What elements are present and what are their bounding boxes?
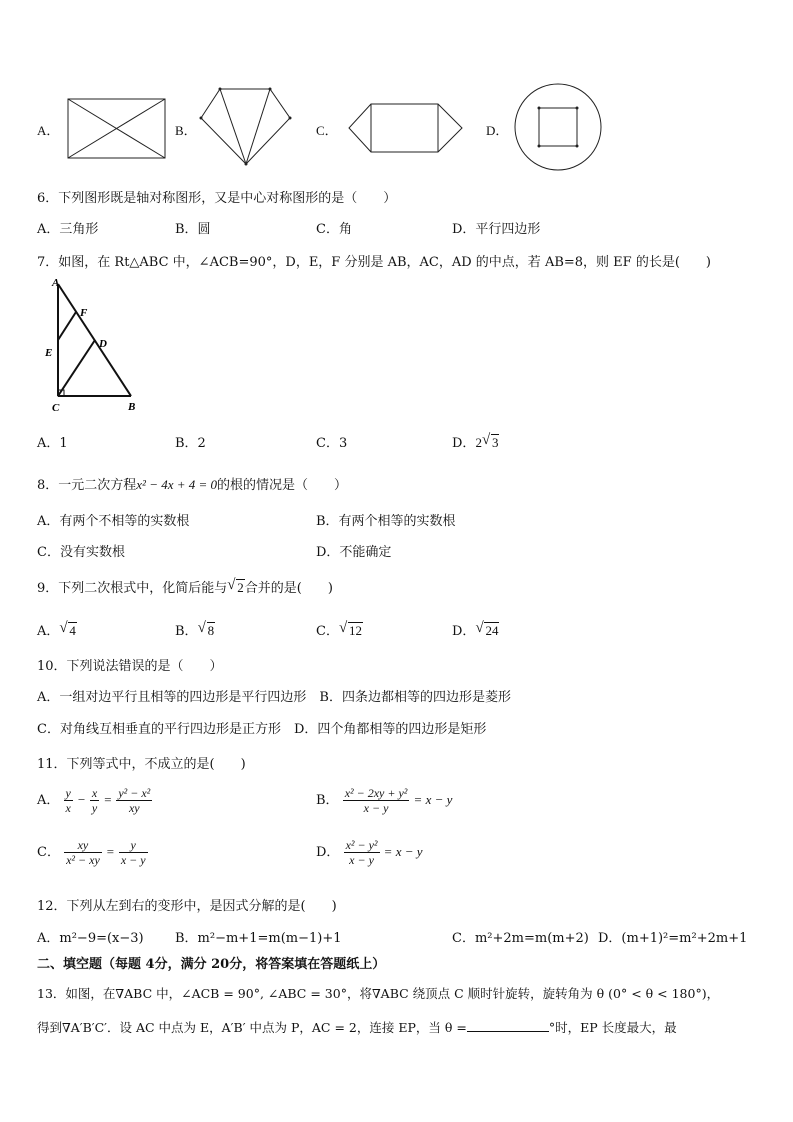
q8-option-b: B．有两个相等的实数根 bbox=[316, 514, 456, 529]
q7-triangle-figure bbox=[44, 276, 140, 416]
q6-stem: 6．下列图形既是轴对称图形，又是中心对称图形的是（ ） bbox=[37, 191, 397, 206]
q13-answer-blank bbox=[467, 1019, 549, 1032]
q6-option-d: D．平行四边形 bbox=[452, 222, 541, 237]
q8-option-a: A．有两个不相等的实数根 bbox=[37, 514, 190, 529]
q8-option-c: C．没有实数根 bbox=[37, 545, 125, 560]
q9-option-c: C． √ 12 bbox=[316, 620, 362, 639]
q9-option-d: D． √ 24 bbox=[452, 620, 499, 639]
q7-option-b: B．2 bbox=[175, 436, 206, 451]
figure-option-b-label: B． bbox=[175, 123, 197, 138]
q7-stem: 7．如图，在 Rt△ABC 中，∠ACB=90°，D，E，F 分别是 AB，AC，AD 的中点，若 AB=8，则 EF 的长是( ) bbox=[37, 255, 711, 270]
q7-label-d: D bbox=[99, 338, 107, 350]
figure-option-a-label: A． bbox=[37, 123, 60, 138]
q12-option-a: A．m²−9=(x−3) bbox=[37, 931, 144, 946]
q11-option-b: B． $\frac{\text{x² − 2xy + y²}}{x - y}$ = x − y bbox=[316, 786, 453, 815]
q7-label-b: B bbox=[128, 401, 136, 413]
q12-stem: 12．下列从左到右的变形中，是因式分解的是( ) bbox=[37, 899, 337, 914]
q12-option-d: D．(m+1)²=m²+2m+1 bbox=[598, 931, 748, 946]
q7-option-c: C．3 bbox=[316, 436, 348, 451]
figure-option-d-label: D． bbox=[486, 123, 509, 138]
figure-option-c-label: C． bbox=[316, 123, 338, 138]
figure-hexagon-shape bbox=[346, 100, 466, 156]
q8-equation: x² − 4x + 4 = 0 bbox=[136, 477, 218, 492]
q8-option-d: D．不能确定 bbox=[316, 545, 392, 560]
q7-option-a: A．1 bbox=[37, 436, 68, 451]
q6-option-c: C．角 bbox=[316, 222, 352, 237]
figure-fan-shape bbox=[198, 86, 294, 168]
q7-label-c: C bbox=[52, 402, 60, 414]
figure-rectangle-with-diagonals bbox=[66, 97, 168, 161]
q9-option-b: B． √ 8 bbox=[175, 620, 215, 639]
q7-label-a: A bbox=[52, 277, 60, 289]
q7-option-d: D．2 √ 3 bbox=[452, 432, 499, 451]
q12-option-b: B．m²−m+1=m(m−1)+1 bbox=[175, 931, 342, 946]
q6-option-b: B．圆 bbox=[175, 222, 211, 237]
q7-label-f: F bbox=[80, 307, 88, 319]
section-2-title: 二、填空题（每题 4分，满分 20分，将答案填在答题纸上） bbox=[37, 957, 386, 972]
q8-stem: 8．一元二次方程x² − 4x + 4 = 0的根的情况是（ ） bbox=[37, 477, 348, 493]
q6-option-a: A．三角形 bbox=[37, 222, 99, 237]
q12-option-c: C．m²+2m=m(m+2) bbox=[452, 931, 589, 946]
q11-option-a: A． $\frac{y}{x}$ − $\frac{x}{y}$ = $\frac{\text{y² − x²}}{xy}$ bbox=[37, 786, 151, 815]
q7-label-e: E bbox=[45, 347, 53, 359]
q10-stem: 10．下列说法错误的是（ ） bbox=[37, 659, 223, 674]
figure-circle-with-square bbox=[512, 82, 604, 172]
q13-line2: 得到∇A′B′C′．设 AC 中点为 E，A′B′ 中点为 P，AC = 2，连接 EP，当 θ = °时，EP 长度最大，最 bbox=[37, 1020, 677, 1035]
q9-option-a: A． √ 4 bbox=[37, 620, 76, 639]
q11-option-d: D． $\frac{\text{x² − y²}}{x - y}$ = x − y bbox=[316, 838, 423, 867]
q13-line1: 13．如图，在∇ABC 中，∠ACB = 90°, ∠ABC = 30°，将∇ABC 绕顶点 C 顺时针旋转，旋转角为 θ (0° < θ < 180°)， bbox=[37, 986, 720, 1001]
q10-options-line2: C．对角线互相垂直的平行四边形是正方形 D．四个角都相等的四边形是矩形 bbox=[37, 722, 487, 737]
q9-stem: 9．下列二次根式中，化简后能与 √ 2合并的是( ) bbox=[37, 577, 333, 596]
q10-options-line1: A．一组对边平行且相等的四边形是平行四边形 B．四条边都相等的四边形是菱形 bbox=[37, 690, 511, 705]
q11-option-c: C． $\frac{xy}{\text{x² − xy}}$ = $\frac{y}{x - y}$ bbox=[37, 838, 146, 867]
q11-stem: 11．下列等式中，不成立的是( ) bbox=[37, 757, 246, 772]
